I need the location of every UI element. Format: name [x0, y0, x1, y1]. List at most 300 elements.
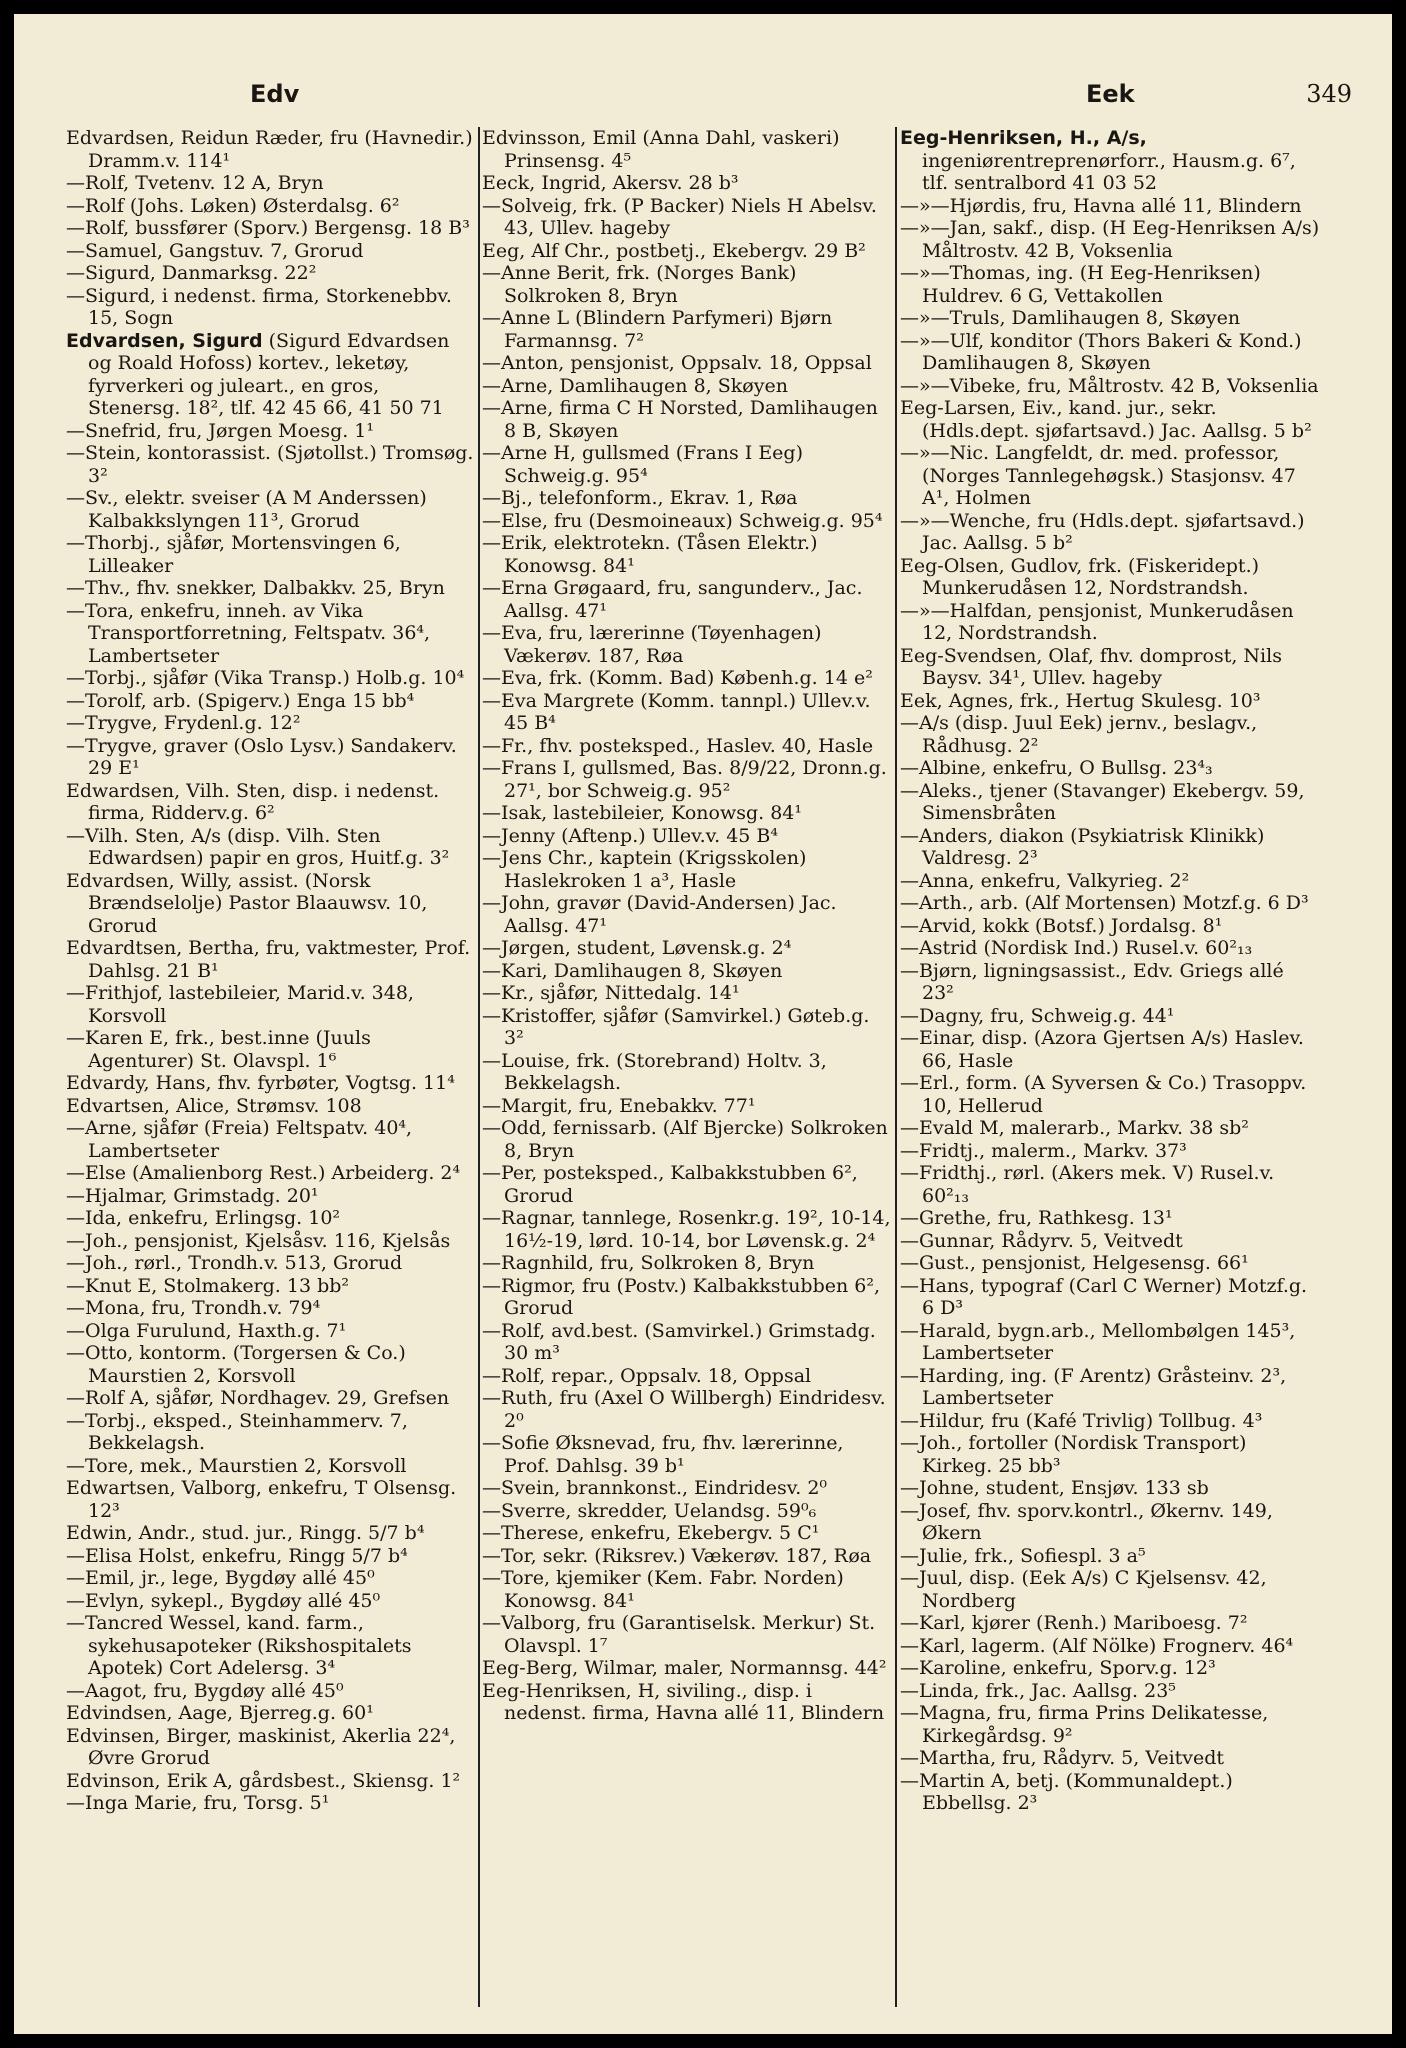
entry-text: —Ruth, fru (Axel O Willbergh) Eindridesv. 2⁰ — [482, 1387, 886, 1432]
directory-entry — [482, 757, 892, 802]
entry-text: —Torolf, arb. (Spigerv.) Enga 15 bb⁴ — [66, 689, 415, 712]
directory-entry — [66, 1230, 476, 1253]
entry-text: —Martin A, betj. (Kommunaldept.) Ebbellsg. 2³ — [900, 1769, 1233, 1814]
entry-text: —Thorbj., sjåfør, Mortensvingen 6, Lilleaker — [66, 532, 401, 577]
directory-entry — [482, 352, 892, 375]
directory-entry — [66, 532, 476, 577]
entry-text: —Tor, sekr. (Riksrev.) Vækerøv. 187, Røa — [482, 1544, 872, 1567]
directory-entry — [482, 1387, 892, 1432]
directory-entry — [900, 1140, 1320, 1163]
directory-entry — [482, 397, 892, 442]
entry-text: —Joh., pensjonist, Kjelsåsv. 116, Kjelsås — [66, 1229, 451, 1252]
directory-entry — [66, 825, 476, 870]
entry-text: —Knut E, Stolmakerg. 13 bb² — [66, 1274, 350, 1297]
page-header — [14, 80, 1392, 120]
directory-entry — [66, 420, 476, 443]
directory-entry — [66, 1117, 476, 1162]
entry-text: —Bjørn, ligningsassist., Edv. Griegs allé 23² — [900, 959, 1284, 1004]
entry-text: —»—Vibeke, fru, Måltrostv. 42 B, Voksenlia — [900, 374, 1319, 397]
directory-entry — [900, 1117, 1320, 1140]
entry-bold-name: Edvardsen, Sigurd — [66, 329, 263, 352]
entry-text: —»—Thomas, ing. (H Eeg-Henriksen) Huldrev. 6 G, Vettakollen — [900, 262, 1261, 307]
entry-text: —A/s (disp. Juul Eek) jernv., beslagv., Rådhusg. 2² — [900, 712, 1258, 757]
directory-entry — [900, 330, 1320, 375]
entry-text: —Odd, fernissarb. (Alf Bjercke) Solkroken 8, Bryn — [482, 1117, 888, 1162]
directory-entry — [900, 1500, 1320, 1545]
directory-entry — [66, 1477, 476, 1522]
directory-entry — [900, 1365, 1320, 1410]
entry-text: —Valborg, fru (Garantiselsk. Merkur) St. Olavspl. 1⁷ — [482, 1612, 876, 1657]
right-guide-word: Eek — [1086, 80, 1135, 108]
directory-entry — [66, 1252, 476, 1275]
directory-entry — [482, 1117, 892, 1162]
directory-entry — [482, 1320, 892, 1365]
entry-text: —Trygve, Frydenl.g. 12² — [66, 712, 301, 734]
directory-entry — [66, 1770, 476, 1793]
entry-text: —»—Ulf, konditor (Thors Bakeri & Kond.) Damlihaugen 8, Skøyen — [900, 329, 1302, 374]
directory-entry — [482, 982, 892, 1005]
directory-entry — [900, 1432, 1320, 1477]
directory-entry — [482, 532, 892, 577]
entry-text: —Erik, elektrotekn. (Tåsen Elektr.) Konowsg. 84¹ — [482, 532, 818, 577]
entry-text: —Ragnar, tannlege, Rosenkr.g. 19², 10-14, 16½-19, lørd. 10-14, bor Løvensk.g. 2⁴ — [482, 1207, 891, 1252]
directory-entry — [66, 240, 476, 263]
directory-entry — [482, 1657, 892, 1680]
entry-text: —Olga Furulund, Haxth.g. 7¹ — [66, 1319, 347, 1342]
entry-text: —Otto, kontorm. (Torgersen & Co.) Maurstien 2, Korsvoll — [66, 1342, 406, 1387]
directory-entry — [482, 487, 892, 510]
directory-entry — [900, 127, 1320, 195]
entry-text: —Samuel, Gangstuv. 7, Grorud — [66, 239, 364, 262]
entry-text: —Eva, fru, lærerinne (Tøyenhagen) Vækerøv. 187, Røa — [482, 622, 822, 667]
entry-text: —Juul, disp. (Eek A/s) C Kjelsensv. 42, Nordberg — [900, 1567, 1267, 1612]
directory-entry — [482, 667, 892, 690]
entry-text: —Josef, fhv. sporv.kontrl., Økernv. 149, Økern — [900, 1499, 1273, 1544]
directory-entry — [900, 1005, 1320, 1028]
entry-text: —Arne, sjåfør (Freia) Feltspatv. 40⁴, Lambertseter — [66, 1117, 413, 1162]
entry-text: —Bj., telefonform., Ekrav. 1, Røa — [482, 487, 798, 509]
entry-text: Edvinsen, Birger, maskinist, Akerlia 22⁴, Øvre Grorud — [66, 1724, 456, 1769]
directory-entry — [66, 1725, 476, 1770]
entry-text: —Sv., elektr. sveiser (A M Anderssen) Kalbakkslyngen 11³, Grorud — [66, 487, 427, 532]
directory-entry — [66, 937, 476, 982]
directory-entry — [900, 600, 1320, 645]
directory-entry — [66, 780, 476, 825]
directory-entry — [482, 1365, 892, 1388]
directory-entry — [900, 645, 1320, 690]
directory-entry — [66, 1095, 476, 1118]
entry-text: Edwardsen, Vilh. Sten, disp. i nedenst. firma, Ridderv.g. 6² — [66, 779, 440, 824]
directory-entry — [66, 982, 476, 1027]
directory-entry — [900, 1252, 1320, 1275]
entry-text: Edwin, Andr., stud. jur., Ringg. 5/7 b⁴ — [66, 1522, 425, 1544]
entry-text: —Karl, kjører (Renh.) Mariboesg. 7² — [900, 1612, 1248, 1634]
directory-entry — [482, 172, 892, 195]
entry-text: —Tancred Wessel, kand. farm., sykehusapoteker (Rikshospitalets Apotek) Cort Adelersg. 3⁴ — [66, 1612, 412, 1679]
entry-text: —»—Nic. Langfeldt, dr. med. professor, (Norges Tannlegehøgsk.) Stasjonsv. 47 A¹, Holmen — [900, 442, 1296, 509]
entry-text: —Harding, ing. (F Arentz) Gråsteinv. 2³, Lambertseter — [900, 1364, 1287, 1409]
directory-entry — [900, 870, 1320, 893]
directory-entry — [482, 1162, 892, 1207]
directory-entry — [900, 1680, 1320, 1703]
directory-entry — [66, 1275, 476, 1298]
directory-entry — [900, 1657, 1320, 1680]
entry-text: —Sigurd, i nedenst. firma, Storkenebbv. 15, Sogn — [66, 284, 452, 329]
entry-text: —Joh., fortoller (Nordisk Transport) Kirkeg. 25 bb³ — [900, 1432, 1247, 1477]
directory-entry — [482, 1612, 892, 1657]
directory-entry — [66, 1342, 476, 1387]
entry-text: —»—Truls, Damlihaugen 8, Skøyen — [900, 307, 1241, 329]
entry-text: —Rolf, bussfører (Sporv.) Bergensg. 18 B³ — [66, 217, 470, 239]
directory-entry — [482, 847, 892, 892]
entry-text: —Snefrid, fru, Jørgen Moesg. 1¹ — [66, 419, 375, 442]
directory-entry — [900, 195, 1320, 218]
entry-text: Edvindsen, Aage, Bjerreg.g. 60¹ — [66, 1702, 374, 1724]
directory-entry — [900, 1230, 1320, 1253]
directory-entry — [900, 825, 1320, 870]
directory-entry — [900, 1072, 1320, 1117]
directory-entry — [66, 172, 476, 195]
entry-text: —Joh., rørl., Trondh.v. 513, Grorud — [66, 1252, 403, 1274]
entry-text: —Martha, fru, Rådyrv. 5, Veitvedt — [900, 1747, 1225, 1769]
entry-text: —Fr., fhv. posteksped., Haslev. 40, Hasle — [482, 734, 874, 757]
directory-entry — [66, 1207, 476, 1230]
directory-entry — [900, 217, 1320, 262]
directory-entry — [66, 1185, 476, 1208]
entry-text: —Vilh. Sten, A/s (disp. Vilh. Sten Edwardsen) papir en gros, Huitf.g. 3² — [66, 824, 450, 869]
directory-entry — [900, 757, 1320, 780]
entry-text: —»—Jan, sakf., disp. (H Eeg-Henriksen A/s) Måltrostv. 42 B, Voksenlia — [900, 217, 1320, 262]
directory-entry — [900, 1027, 1320, 1072]
entry-text: —Erl., form. (A Syversen & Co.) Trasoppv. 10, Hellerud — [900, 1072, 1307, 1117]
entry-text: —Isak, lastebileier, Konowsg. 84¹ — [482, 802, 803, 824]
directory-entry — [482, 1545, 892, 1568]
directory-entry — [900, 555, 1320, 600]
directory-entry — [482, 1432, 892, 1477]
entry-text: Edvardy, Hans, fhv. fyrbøter, Vogtsg. 11⁴ — [66, 1072, 455, 1094]
entry-text: —Thv., fhv. snekker, Dalbakkv. 25, Bryn — [66, 577, 445, 599]
entry-text: —Arne, Damlihaugen 8, Skøyen — [482, 374, 788, 397]
directory-entry — [482, 1500, 892, 1523]
entry-text: Eeg, Alf Chr., postbetj., Ekebergv. 29 B² — [482, 239, 866, 262]
entry-text: —Ida, enkefru, Erlingsg. 10² — [66, 1207, 341, 1229]
directory-entry — [900, 1612, 1320, 1635]
directory-entry — [66, 690, 476, 713]
directory-entry — [900, 1770, 1320, 1815]
entry-text: —Fridtj., malerm., Markv. 37³ — [900, 1139, 1187, 1162]
directory-entry — [66, 1162, 476, 1185]
directory-entry — [900, 915, 1320, 938]
entry-text: —Tore, mek., Maurstien 2, Korsvoll — [66, 1454, 407, 1477]
entry-text: —Anne Berit, frk. (Norges Bank) Solkroken 8, Bryn — [482, 262, 797, 307]
directory-entry — [482, 892, 892, 937]
entry-text: —Karoline, enkefru, Sporv.g. 12³ — [900, 1657, 1216, 1679]
entry-text: —Emil, jr., lege, Bygdøy allé 45⁰ — [66, 1567, 375, 1589]
directory-entry — [66, 285, 476, 330]
entry-text: Eeg-Berg, Wilmar, maler, Normannsg. 44² — [482, 1657, 887, 1679]
directory-entry — [482, 735, 892, 758]
directory-entry — [66, 195, 476, 218]
entry-text: —Torbj., eksped., Steinhammerv. 7, Bekkelagsh. — [66, 1409, 408, 1454]
entry-text: Edvartsen, Alice, Strømsv. 108 — [66, 1094, 362, 1117]
directory-entry — [900, 1320, 1320, 1365]
entry-text: —Tore, kjemiker (Kem. Fabr. Norden) Konowsg. 84¹ — [482, 1567, 844, 1612]
entry-text: Eeg-Henriksen, H, siviling., disp. i nedenst. firma, Havna allé 11, Blindern — [482, 1679, 885, 1724]
entry-text: —Gust., pensjonist, Helgesensg. 66¹ — [900, 1252, 1249, 1274]
directory-entry — [66, 1455, 476, 1478]
directory-entry — [66, 577, 476, 600]
entry-text: —Dagny, fru, Schweig.g. 44¹ — [900, 1004, 1175, 1027]
entry-text: —Anna, enkefru, Valkyrieg. 2² — [900, 869, 1190, 892]
directory-entry — [482, 1680, 892, 1725]
directory-entry — [482, 1050, 892, 1095]
directory-entry — [66, 1612, 476, 1680]
directory-entry — [66, 870, 476, 938]
entry-text: Eeck, Ingrid, Akersv. 28 b³ — [482, 172, 739, 194]
entry-text: —Frithjof, lastebileier, Marid.v. 348, Korsvoll — [66, 982, 414, 1027]
directory-entry — [482, 960, 892, 983]
left-guide-word: Edv — [250, 80, 300, 108]
entry-text: —Louise, frk. (Storebrand) Holtv. 3, Bekkelagsh. — [482, 1049, 827, 1094]
entry-text: —Einar, disp. (Azora Gjertsen A/s) Haslev. 66, Hasle — [900, 1027, 1304, 1072]
entry-text: ingeniørentreprenørforr., Hausm.g. 6⁷, tlf. sentralbord 41 03 52 — [922, 149, 1296, 194]
entry-text: —Johne, student, Ensjøv. 133 sb — [900, 1477, 1209, 1499]
entry-text: —Arvid, kokk (Botsf.) Jordalsg. 8¹ — [900, 914, 1223, 937]
entry-text: —Arth., arb. (Alf Mortensen) Motzf.g. 6 D³ — [900, 892, 1309, 914]
entry-text: —Jens Chr., kaptein (Krigsskolen) Haslekroken 1 a³, Hasle — [482, 847, 807, 892]
entry-text: —Arne H, gullsmed (Frans I Eeg) Schweig.g. 95⁴ — [482, 442, 804, 487]
entry-text: Edvardsen, Willy, assist. (Norsk Brændselolje) Pastor Blaauwsv. 10, Grorud — [66, 869, 428, 937]
entry-text: —Evlyn, sykepl., Bygdøy allé 45⁰ — [66, 1589, 381, 1612]
entry-text: —Rolf (Johs. Løken) Østerdalsg. 6² — [66, 194, 400, 217]
directory-entry — [66, 600, 476, 668]
entry-text: —Margit, fru, Enebakkv. 77¹ — [482, 1094, 756, 1117]
directory-entry — [66, 1545, 476, 1568]
directory-entry — [482, 262, 892, 307]
entry-text: —Fridthj., rørl. (Akers mek. V) Rusel.v. 60²₁₃ — [900, 1162, 1275, 1207]
entry-text: —Stein, kontorassist. (Sjøtollst.) Tromsøg. 3² — [66, 442, 474, 487]
directory-entry — [482, 1005, 892, 1050]
directory-entry — [66, 487, 476, 532]
entry-bold-name: Eeg-Henriksen, H., A/s, — [900, 127, 1147, 149]
directory-entry — [482, 510, 892, 533]
entry-text: —Rolf, repar., Oppsalv. 18, Oppsal — [482, 1364, 812, 1387]
directory-entry — [482, 802, 892, 825]
entry-text: —Inga Marie, fru, Torsg. 5¹ — [66, 1792, 330, 1814]
entry-text: Eeg-Svendsen, Olaf, fhv. domprost, Nils Baysv. 34¹, Ullev. hageby — [900, 644, 1282, 689]
entry-text: —Albine, enkefru, O Bullsg. 23⁴₃ — [900, 757, 1213, 779]
directory-entry — [900, 1545, 1320, 1568]
directory-entry — [900, 712, 1320, 757]
directory-entry — [482, 307, 892, 352]
entry-text: —Rolf, avd.best. (Samvirkel.) Grimstadg. 30 m³ — [482, 1319, 876, 1364]
entry-text: —Jenny (Aftenp.) Ullev.v. 45 B⁴ — [482, 824, 778, 847]
directory-entry — [66, 1387, 476, 1410]
directory-entry — [900, 1635, 1320, 1658]
entry-text: —Astrid (Nordisk Ind.) Rusel.v. 60²₁₃ — [900, 937, 1253, 959]
entry-text: —Arne, firma C H Norsted, Damlihaugen 8 B, Skøyen — [482, 397, 878, 442]
entry-text: —Else (Amalienborg Rest.) Arbeiderg. 2⁴ — [66, 1162, 461, 1184]
directory-entry — [66, 1410, 476, 1455]
directory-entry — [900, 307, 1320, 330]
directory-entry — [66, 1522, 476, 1545]
entry-text: —Aagot, fru, Bygdøy allé 45⁰ — [66, 1679, 344, 1702]
directory-entry — [900, 892, 1320, 915]
directory-entry — [900, 1410, 1320, 1433]
entry-text: —Torbj., sjåfør (Vika Transp.) Holb.g. 10⁴ — [66, 667, 465, 689]
entry-text: —Hjalmar, Grimstadg. 20¹ — [66, 1184, 319, 1207]
directory-entry — [66, 1320, 476, 1343]
directory-entry — [900, 690, 1320, 713]
directory-column-2 — [482, 127, 892, 2017]
entry-text: —Jørgen, student, Løvensk.g. 2⁴ — [482, 937, 792, 959]
directory-entry — [900, 1207, 1320, 1230]
directory-column-1 — [66, 127, 476, 2017]
entry-text: —Gunnar, Rådyrv. 5, Veitvedt — [900, 1229, 1183, 1252]
entry-text: —Solveig, frk. (P Backer) Niels H Abelsv. 43, Ullev. hageby — [482, 194, 877, 239]
entry-text: —Sigurd, Danmarksg. 22² — [66, 262, 317, 284]
directory-entry — [66, 1792, 476, 1815]
directory-entry — [900, 1162, 1320, 1207]
entry-text: —Rolf A, sjåfør, Nordhagev. 29, Grefsen — [66, 1387, 450, 1409]
directory-entry — [66, 330, 476, 420]
directory-entry — [900, 960, 1320, 1005]
column-divider — [478, 127, 480, 2007]
entry-text: —Per, posteksped., Kalbakkstubben 6², Grorud — [482, 1162, 858, 1207]
entry-text: (Sigurd Edvardsen og Roald Hofoss) kortev., leketøy, fyrverkeri og juleart., en gros, Stenersg. 18², tlf. 42 45 66, 41 50 71 — [88, 329, 450, 419]
directory-entry — [482, 937, 892, 960]
directory-entry — [482, 577, 892, 622]
directory-entry — [66, 262, 476, 285]
entry-text: Eeg-Olsen, Gudlov, frk. (Fiskeridept.) Munkerudåsen 12, Nordstrandsh. — [900, 554, 1260, 599]
entry-text: —Anne L (Blindern Parfymeri) Bjørn Farmannsg. 7² — [482, 307, 833, 352]
entry-text: Edvardsen, Reidun Ræder, fru (Havnedir.) Dramm.v. 114¹ — [66, 127, 473, 172]
directory-entry — [66, 1702, 476, 1725]
entry-text: —Julie, frk., Sofiespl. 3 a⁵ — [900, 1544, 1146, 1567]
entry-text: —Kristoffer, sjåfør (Samvirkel.) Gøteb.g. 3² — [482, 1004, 870, 1049]
directory-entry — [900, 780, 1320, 825]
directory-page — [14, 14, 1392, 2034]
entry-text: —Elisa Holst, enkefru, Ringg 5/7 b⁴ — [66, 1544, 408, 1567]
entry-text: —Harald, bygn.arb., Mellombølgen 145³, Lambertseter — [900, 1319, 1296, 1364]
directory-entry — [66, 217, 476, 240]
entry-text: —Ragnhild, fru, Solkroken 8, Bryn — [482, 1252, 815, 1274]
entry-text: —Tora, enkefru, inneh. av Vika Transportforretning, Feltspatv. 36⁴, Lambertseter — [66, 599, 431, 667]
entry-text: —Hans, typograf (Carl C Werner) Motzf.g. 6 D³ — [900, 1274, 1308, 1319]
directory-entry — [482, 1477, 892, 1500]
directory-entry — [482, 690, 892, 735]
entry-text: —Mona, fru, Trondh.v. 79⁴ — [66, 1297, 321, 1319]
directory-entry — [482, 442, 892, 487]
entry-text: —Eva, frk. (Komm. Bad) Københ.g. 14 e² — [482, 667, 873, 689]
directory-entry — [900, 262, 1320, 307]
entry-text: —»—Wenche, fru (Hdls.dept. sjøfartsavd.) Jac. Aallsg. 5 b² — [900, 509, 1305, 554]
entry-text: —Trygve, graver (Oslo Lysv.) Sandakerv. 29 E¹ — [66, 734, 457, 779]
directory-entry — [66, 667, 476, 690]
directory-entry — [482, 195, 892, 240]
directory-entry — [66, 735, 476, 780]
directory-entry — [900, 1275, 1320, 1320]
column-divider — [895, 127, 897, 2007]
directory-entry — [482, 240, 892, 263]
directory-entry — [482, 375, 892, 398]
directory-entry — [482, 127, 892, 172]
directory-entry — [900, 375, 1320, 398]
directory-entry — [900, 1567, 1320, 1612]
directory-entry — [66, 1072, 476, 1095]
directory-entry — [900, 1747, 1320, 1770]
entry-text: —Anton, pensjonist, Oppsalv. 18, Oppsal — [482, 352, 872, 374]
entry-text: —Erna Grøgaard, fru, sangunderv., Jac. Aallsg. 47¹ — [482, 577, 863, 622]
directory-entry — [66, 1027, 476, 1072]
directory-entry — [900, 397, 1320, 442]
directory-entry — [900, 937, 1320, 960]
entry-text: —Karl, lagerm. (Alf Nölke) Frognerv. 46⁴ — [900, 1634, 1294, 1657]
entry-text: —Sverre, skredder, Uelandsg. 59⁰₆ — [482, 1499, 817, 1522]
entry-text: —Magna, fru, firma Prins Delikatesse, Kirkegårdsg. 9² — [900, 1702, 1269, 1747]
directory-entry — [66, 442, 476, 487]
entry-text: —Frans I, gullsmed, Bas. 8/9/22, Dronn.g. 27¹, bor Schweig.g. 95² — [482, 757, 887, 802]
directory-entry — [66, 127, 476, 172]
directory-entry — [482, 825, 892, 848]
entry-text: —John, gravør (David-Andersen) Jac. Aallsg. 47¹ — [482, 892, 837, 937]
entry-text: —Evald M, malerarb., Markv. 38 sb² — [900, 1117, 1249, 1139]
entry-text: —Grethe, fru, Rathkesg. 13¹ — [900, 1207, 1173, 1229]
entry-text: —Kari, Damlihaugen 8, Skøyen — [482, 959, 783, 982]
directory-entry — [900, 442, 1320, 510]
directory-column-3 — [900, 127, 1320, 2017]
page-number: 349 — [1306, 80, 1352, 108]
directory-entry — [482, 1522, 892, 1545]
entry-text: —Sofie Øksnevad, fru, fhv. lærerinne, Prof. Dahlsg. 39 b¹ — [482, 1432, 844, 1477]
entry-text: —Svein, brannkonst., Eindridesv. 2⁰ — [482, 1477, 828, 1499]
directory-entry — [482, 1275, 892, 1320]
directory-entry — [482, 1095, 892, 1118]
directory-entry — [482, 1252, 892, 1275]
entry-text: —Rolf, Tvetenv. 12 A, Bryn — [66, 172, 324, 194]
directory-entry — [900, 1702, 1320, 1747]
directory-entry — [482, 1207, 892, 1252]
directory-entry — [66, 1590, 476, 1613]
directory-entry — [66, 712, 476, 735]
entry-text: —»—Hjørdis, fru, Havna allé 11, Blindern — [900, 194, 1302, 217]
entry-text: Eek, Agnes, frk., Hertug Skulesg. 10³ — [900, 689, 1261, 712]
entry-text: —Linda, frk., Jac. Aallsg. 23⁵ — [900, 1679, 1176, 1702]
directory-entry — [66, 1567, 476, 1590]
entry-text: —Anders, diakon (Psykiatrisk Klinikk) Valdresg. 2³ — [900, 824, 1265, 869]
directory-entry — [66, 1297, 476, 1320]
entry-text: Edwartsen, Valborg, enkefru, T Olsensg. 12³ — [66, 1477, 457, 1522]
directory-entry — [900, 1477, 1320, 1500]
entry-text: —»—Halfdan, pensjonist, Munkerudåsen 12, Nordstrandsh. — [900, 599, 1294, 644]
directory-entry — [482, 622, 892, 667]
entry-text: Eeg-Larsen, Eiv., kand. jur., sekr. (Hdls.dept. sjøfartsavd.) Jac. Aallsg. 5 b² — [900, 397, 1312, 442]
entry-text: —Else, fru (Desmoineaux) Schweig.g. 95⁴ — [482, 509, 883, 532]
entry-text: —Therese, enkefru, Ekebergv. 5 C¹ — [482, 1522, 820, 1544]
directory-entry — [66, 1680, 476, 1703]
entry-text: Edvinsson, Emil (Anna Dahl, vaskeri) Prinsensg. 4⁵ — [482, 127, 840, 172]
entry-text: —Aleks., tjener (Stavanger) Ekebergv. 59, Simensbråten — [900, 779, 1305, 824]
entry-text: —Rigmor, fru (Postv.) Kalbakkstubben 6², Grorud — [482, 1274, 881, 1319]
entry-text: —Kr., sjåfør, Nittedalg. 14¹ — [482, 982, 740, 1004]
directory-entry — [482, 1567, 892, 1612]
entry-text: —Karen E, frk., best.inne (Juuls Agenturer) St. Olavspl. 1⁶ — [66, 1027, 371, 1072]
entry-text: —Eva Margrete (Komm. tannpl.) Ullev.v. 45 B⁴ — [482, 689, 871, 734]
entry-text: Edvardtsen, Bertha, fru, vaktmester, Prof. Dahlsg. 21 B¹ — [66, 937, 471, 982]
entry-text: —Hildur, fru (Kafé Trivlig) Tollbug. 4³ — [900, 1409, 1263, 1432]
entry-text: Edvinson, Erik A, gårdsbest., Skiensg. 1² — [66, 1769, 461, 1792]
directory-entry — [900, 510, 1320, 555]
